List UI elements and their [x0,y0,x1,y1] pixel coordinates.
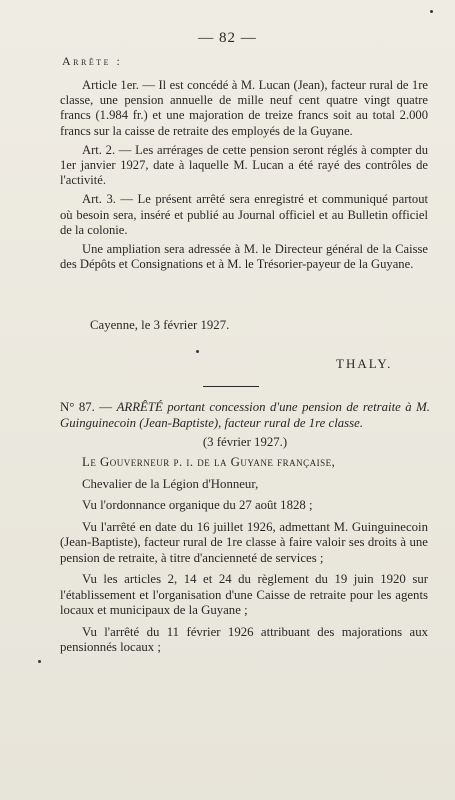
arrete-87-header [60,400,430,451]
articles-block [60,78,428,276]
arrete-heading: Arrête : [62,54,123,68]
ampliation-paragraph: Une ampliation sera adressée à M. le Directeur général de la Caisse des Dépôts et Consignations et à M. le Trésorier-payeur de la Guyane. [60,242,428,272]
page-number: — 82 — [198,30,257,46]
arrete-date: (3 février 1927.) [202,435,288,449]
speck [38,660,41,663]
arrete-number: N° 87. — [60,400,117,414]
article-1: Article 1er. — Il est concédé à M. Lucan (Jean), facteur rural de 1re classe, une pension annuelle de mille neuf cent quatre vingt quatre francs (1.984 fr.) et une majoration de treize francs soit au total 2.000 francs sur la caisse de retraite des employés de la Guyane. [60,78,428,138]
speck [430,10,433,13]
vu-arrete-admission: Vu l'arrêté en date du 16 juillet 1926, admettant M. Guinguinecoin (Jean-Baptiste), facteur rural de 1re classe à faire valoir ses droits à une pension de retraite, à titre d'ancienneté de services ; [60,519,428,565]
vu-majorations: Vu l'arrêté du 11 février 1926 attribuant des majorations aux pensionnés locaux ; [60,624,428,654]
article-3: Art. 3. — Le présent arrêté sera enregistré et communiqué partout où besoin sera, inséré et publié au Journal officiel et au Bulletin officiel de la colonie. [60,192,428,237]
arrete-title: ARRÊTÉ portant concession d'une pension de retraite à M. Guinguinecoin (Jean-Baptiste), facteur rural de 1re classe. [60,400,431,430]
arrete-87-body [60,455,428,662]
vu-reglement: Vu les articles 2, 14 et 24 du règlement du 19 juin 1920 sur l'établissement et l'organisation d'une Caisse de retraite pour les agents locaux et municipaux de la Guyane ; [60,572,428,617]
signature: THALY. [336,356,393,371]
article-2: Art. 2. — Les arrérages de cette pension seront réglés à compter du 1er janvier 1927, date à laquelle M. Lucan a été rayé des contrôles de l'activité. [60,142,428,188]
gouverneur-line: Le Gouverneur p. i. de la Guyane française, [82,455,336,469]
speck [196,350,199,353]
separator-rule [203,386,259,387]
vu-ordonnance: Vu l'ordonnance organique du 27 août 1828 ; [82,498,313,512]
place-date: Cayenne, le 3 février 1927. [90,318,230,332]
chevalier-line: Chevalier de la Légion d'Honneur, [82,476,259,491]
